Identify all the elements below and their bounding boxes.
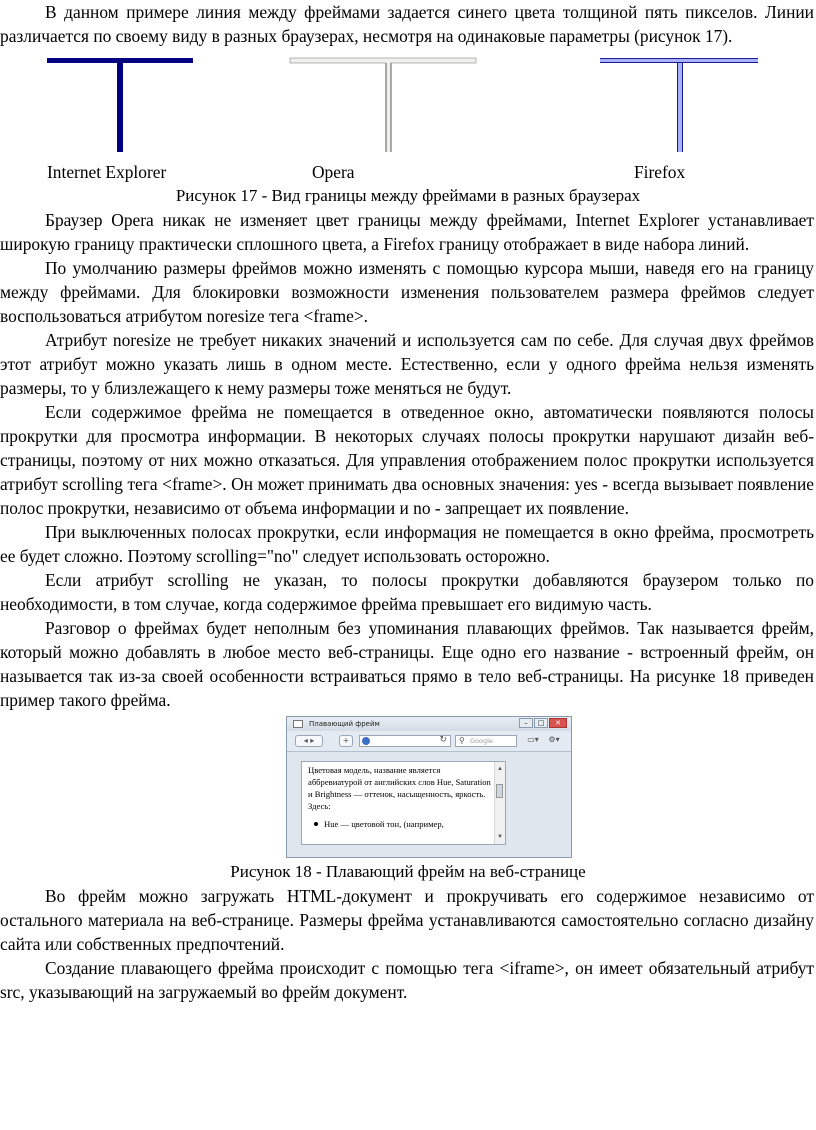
page-menu-icon: ▭▾ (527, 735, 539, 744)
paragraph-3: По умолчанию размеры фреймов можно изменять с помощью курсора мыши, наведя его на границу между фреймами. Для блокировки возможности изменения пользователем размера фреймов следует воспользоваться атрибутом noresize тега <frame>. (0, 258, 814, 326)
ie-border-sample (47, 58, 193, 152)
globe-icon (362, 737, 370, 745)
scroll-down-icon: ▼ (497, 834, 503, 840)
paragraph-7: Если атрибут scrolling не указан, то полосы прокрутки добавляются браузером только по необходимости, в том случае, когда содержимое фрейма превышает его видимую часть. (0, 570, 814, 614)
window-controls (519, 718, 567, 728)
search-placeholder: Google (470, 737, 493, 745)
close-icon: ✕ (549, 718, 567, 728)
address-bar (359, 735, 451, 747)
firefox-border-sample (600, 58, 758, 152)
back-forward-icon: ◂ ▸ (295, 735, 323, 747)
minimize-icon: – (519, 718, 533, 728)
figure-17-caption: Рисунок 17 - Вид границы между фреймами в разных браузерах (175, 186, 641, 205)
paragraph-6: При выключенных полосах прокрутки, если информация не помещается в окно фрейма, просмотреть ее будет сложно. Поэтому scrolling="no" следует использовать осторожно. (0, 522, 814, 566)
gear-icon: ⚙▾ (548, 735, 560, 744)
iframe-text: Цветовая модель, название является аббревиатурой от английских слов Hue, Saturation и Brightness — оттенок, насыщенность, яркость. Здесь: (308, 765, 491, 811)
label-internet-explorer: Internet Explorer (47, 162, 167, 182)
paragraph-8: Разговор о фреймах будет неполным без упоминания плавающих фреймов. Так называется фрейм, который можно добавлять в любое место веб-страницы. Еще одно его название - встроенный фрейм, он называется так из-за своей особенности встраиваться прямо в тело веб-страницы. На рисунке 18 приведен пример такого фрейма. (0, 618, 814, 710)
paragraph-10: Создание плавающего фрейма происходит с помощью тега <iframe>, он имеет обязательный атрибут src, указывающий на загружаемый во фрейм документ. (0, 958, 814, 1002)
add-icon: + (339, 735, 353, 747)
label-firefox: Firefox (634, 162, 686, 182)
reload-icon: ↻ (439, 735, 447, 745)
paragraph-9: Во фрейм можно загружать HTML-документ и прокручивать его содержимое независимо от остального материала на веб-странице. Размеры фрейма устанавливаются самостоятельно согласно дизайну сайта или собственных предпочтений. (0, 886, 814, 954)
paragraph-1: В данном примере линия между фреймами задается синего цвета толщиной пять пикселов. Линии различается по своему виду в разных браузерах, несмотря на одинаковые параметры (рисунок 17). (0, 2, 814, 46)
opera-border-sample (290, 58, 476, 152)
figure-18-caption: Рисунок 18 - Плавающий фрейм на веб-странице (230, 862, 586, 881)
search-box (455, 735, 517, 747)
browser-labels (0, 160, 816, 184)
paragraph-4: Атрибут noresize не требует никаких значений и используется сам по себе. Для случая двух фреймов этот атрибут можно указать лишь в одном месте. Естественно, если у одного фрейма нельзя изменять размеры, то у близлежащего к нему размеры тоже меняться не будут. (0, 330, 814, 398)
figure-17-frame-borders (0, 52, 816, 160)
window-titlebar (287, 717, 571, 731)
frame-borders-illustration (0, 52, 816, 160)
paragraph-5: Если содержимое фрейма не помещается в отведенное окно, автоматически появляются полосы прокрутки для просмотра информации. В некоторых случаях полосы прокрутки нарушают дизайн веб-страницы, поэтому от них можно отказаться. Для управления отображением полос прокрутки используется атрибут scrolling тега <frame>. Он может принимать два основных значения: yes - всегда вызывает появление полос прокрутки, независимо от объема информации и no - запрещает их появление. (0, 402, 814, 518)
maximize-icon: □ (534, 718, 548, 728)
iframe-bullet-item: Hue — цветовой тон, (например, (308, 818, 491, 830)
label-opera: Opera (312, 162, 355, 182)
browser-toolbar (287, 731, 571, 752)
figure-18 (0, 712, 816, 860)
iframe-scrollbar (494, 762, 505, 844)
scroll-up-icon: ▲ (497, 766, 503, 772)
page-icon (293, 720, 303, 728)
browser-window-screenshot (286, 716, 572, 858)
window-title: Плавающий фрейм (309, 720, 380, 728)
search-icon: ⚲ (459, 736, 465, 745)
scroll-thumb (496, 784, 503, 798)
iframe-content (301, 761, 506, 845)
paragraph-2: Браузер Opera никак не изменяет цвет границы между фреймами, Internet Explorer устанавливает широкую границу практически сплошного цвета, а Firefox границу отображает в виде набора линий. (0, 210, 814, 254)
